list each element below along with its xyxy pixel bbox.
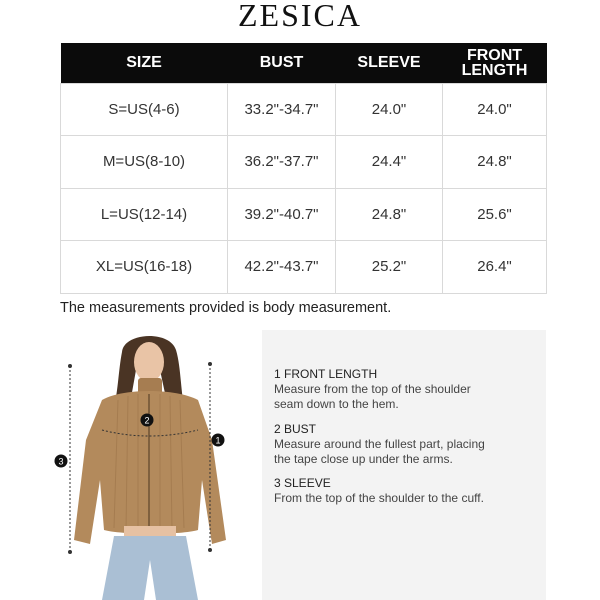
guide-description: From the top of the shoulder to the cuff.: [274, 491, 484, 505]
sleeve-dot-bottom: [208, 548, 212, 552]
cell-front-length: 25.6": [443, 188, 547, 241]
front-length-dot-bottom: [68, 550, 72, 554]
marker-3-label: 3: [58, 456, 64, 467]
table-row: [61, 136, 547, 189]
cell-front-length: 26.4": [443, 241, 547, 294]
cell-bust: 33.2"-34.7": [228, 83, 336, 136]
brand-logo: ZESICA: [238, 0, 362, 33]
jeans-shape: [102, 536, 198, 600]
marker-1-label: 1: [215, 435, 221, 446]
front-length-dot-top: [68, 364, 72, 368]
face-shape: [134, 342, 164, 382]
marker-2: [141, 414, 154, 427]
cell-size: M=US(8-10): [61, 136, 228, 189]
cell-front-length: 24.0": [443, 83, 547, 136]
cell-size: XL=US(16-18): [61, 241, 228, 294]
marker-1: [212, 434, 225, 447]
cell-front-length: 24.8": [443, 136, 547, 189]
model-photo: [52, 330, 248, 600]
header-front-length-label: FRONT LENGTH: [461, 46, 528, 79]
guide-title: 2 BUST: [274, 422, 317, 436]
marker-2-label: 2: [144, 415, 150, 426]
guide-title: 3 SLEEVE: [274, 476, 331, 490]
guide-item-bust: [274, 422, 544, 466]
header-front-length: [443, 43, 547, 83]
table-row: [61, 241, 547, 294]
measurement-note: The measurements provided is body measurement.: [60, 300, 392, 316]
header-size: SIZE: [61, 43, 228, 83]
size-chart-table: [60, 43, 547, 294]
marker-3: [55, 455, 68, 468]
sleeve-dot-top: [208, 362, 212, 366]
cell-sleeve: 24.4": [336, 136, 443, 189]
table-row: [61, 188, 547, 241]
cell-bust: 42.2"-43.7": [228, 241, 336, 294]
table-row: [61, 83, 547, 136]
cell-size: S=US(4-6): [61, 83, 228, 136]
cell-sleeve: 25.2": [336, 241, 443, 294]
model-illustration: [52, 330, 248, 600]
guide-description: Measure from the top of the shoulder seam down to the hem.: [274, 382, 471, 411]
guide-description: Measure around the fullest part, placing the tape close up under the arms.: [274, 437, 485, 466]
cell-sleeve: 24.8": [336, 188, 443, 241]
guide-item-front-length: [274, 367, 544, 411]
cell-sleeve: 24.0": [336, 83, 443, 136]
table-header-row: [61, 43, 547, 83]
cell-bust: 39.2"-40.7": [228, 188, 336, 241]
guide-title: 1 FRONT LENGTH: [274, 367, 378, 381]
cell-bust: 36.2"-37.7": [228, 136, 336, 189]
guide-item-sleeve: [274, 476, 544, 506]
measurement-guide-panel: [262, 330, 546, 600]
cell-size: L=US(12-14): [61, 188, 228, 241]
sweater-shape: [74, 391, 226, 544]
header-sleeve: SLEEVE: [336, 43, 443, 83]
header-bust: BUST: [228, 43, 336, 83]
